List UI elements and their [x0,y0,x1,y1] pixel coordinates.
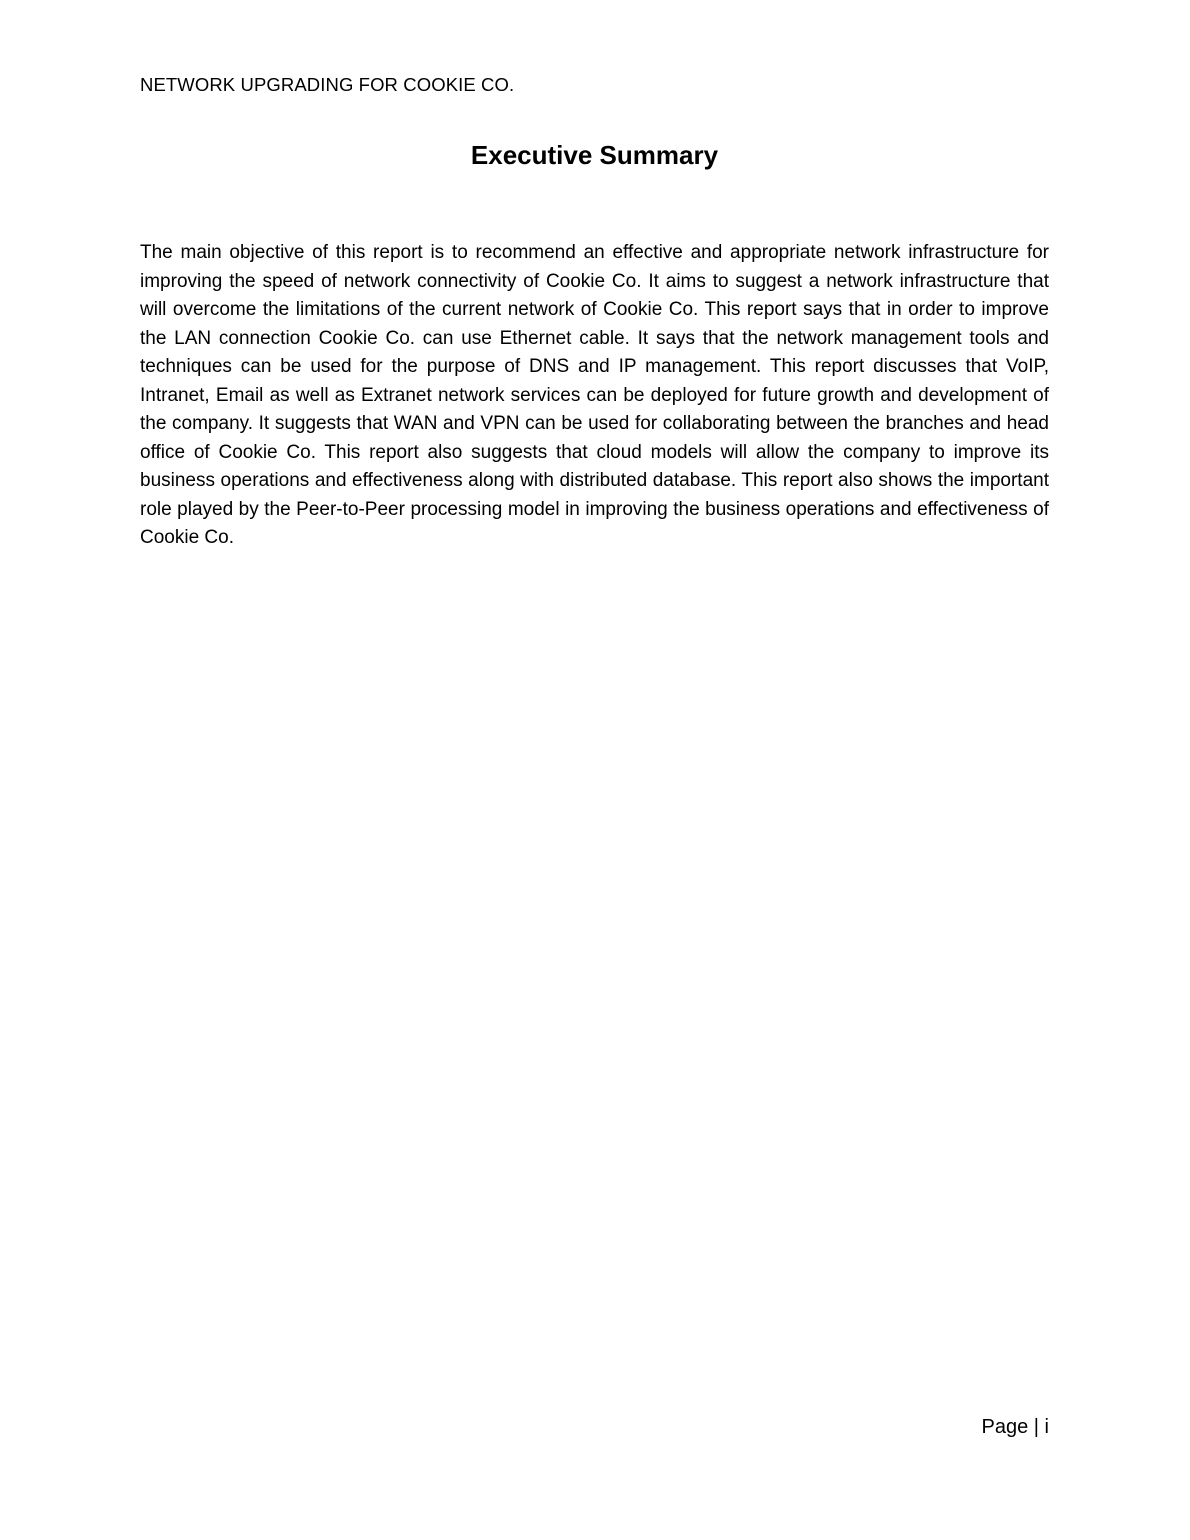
page-number: Page | i [981,1416,1049,1438]
running-header: NETWORK UPGRADING FOR COOKIE CO. [140,74,515,95]
executive-summary-paragraph: The main objective of this report is to recommend an effective and appropriate network infrastructure for improving the speed of network connectivity of Cookie Co. It aims to suggest a network infrastructure that will overcome the limitations of the current network of Cookie Co. This report says that in order to improve the LAN connection Cookie Co. can use Ethernet cable. It says that the network management tools and techniques can be used for the purpose of DNS and IP management. This report discusses that VoIP, Intranet, Email as well as Extranet network services can be deployed for future growth and development of the company. It suggests that WAN and VPN can be used for collaborating between the branches and head office of Cookie Co. This report also suggests that cloud models will allow the company to improve its business operations and effectiveness along with distributed database. This report also shows the important role played by the Peer-to-Peer processing model in improving the business operations and effectiveness of Cookie Co. [140,242,1049,548]
section-title: Executive Summary [470,140,719,170]
